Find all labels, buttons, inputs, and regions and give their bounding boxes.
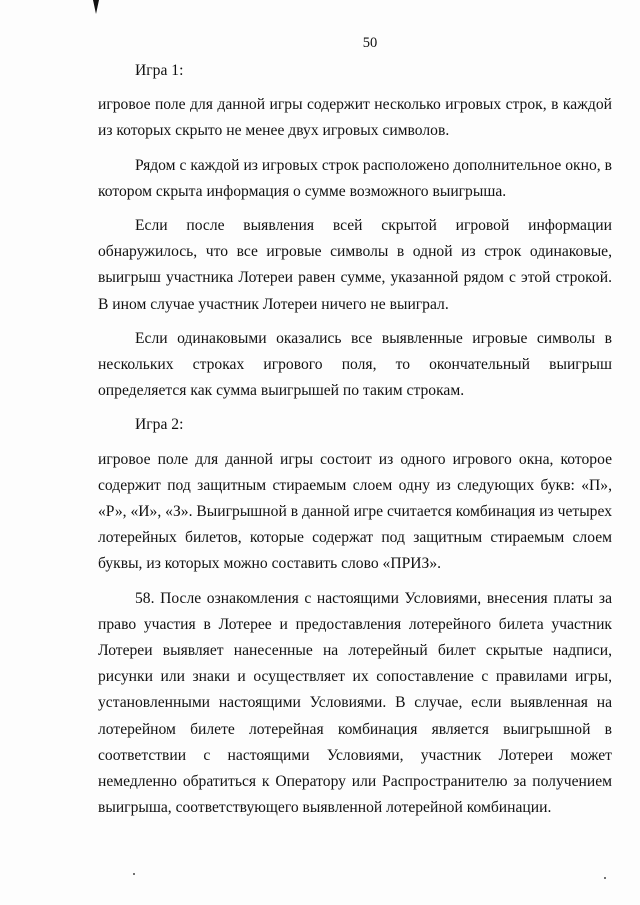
- page-number: 50: [362, 35, 378, 51]
- paragraph: Если после выявления всей скрытой игровой информации обнаружилось, что все игровые символы в одной из строк одинаковые, выигрыш участника Лотереи равен сумме, указанной рядом с этой строкой. В ином случае участник Лотереи ничего не выиграл.: [98, 217, 612, 313]
- paragraph: игровое поле для данной игры состоит из одного игрового окна, которое содержит под защитным стираемым слоем одну из следующих букв: «П», «Р», «И», «З». Выигрышной в данной игре считается комбинация из четырех лотерейных билетов, которые содержат под защитным стираемым слоем буквы, из которых можно составить слово «ПРИЗ».: [98, 450, 612, 573]
- game-2-heading: Игра 2:: [135, 416, 184, 434]
- game-1-heading: Игра 1:: [135, 62, 184, 79]
- paragraph: Если одинаковыми оказались все выявленные игровые символы в нескольких строках игрового поля, то окончательный выигрыш определяется как сумма выигрышей по таким строкам.: [98, 329, 612, 400]
- scan-speck: [604, 877, 606, 879]
- body-text: [98, 58, 612, 821]
- paragraph: игровое поле для данной игры содержит несколько игровых строк, в каждой из которых скрыто не менее двух игровых символов.: [98, 96, 612, 140]
- scan-speck: [133, 873, 135, 875]
- paragraph-58: 58. После ознакомления с настоящими Условиями, внесения платы за право участия в Лотерее и предоставления лотерейного билета участник Лотереи выявляет нанесенные на лотерейный билет скрытые надписи, рисунки или знаки и осуществляет их сопоставление с правилами игры, установленными настоящими Условиями. В случае, если выявленная на лотерейном билете лотерейная комбинация является выигрышной в соответствии с настоящими Условиями, участник Лотереи может немедленно обратиться к Оператору или Распространителю за получением выигрыша, соответствующего выявленной лотерейной комбинации.: [98, 589, 612, 817]
- scan-mark: [93, 0, 99, 14]
- paragraph: Рядом с каждой из игровых строк расположено дополнительное окно, в котором скрыта информация о сумме возможного выигрыша.: [98, 156, 612, 200]
